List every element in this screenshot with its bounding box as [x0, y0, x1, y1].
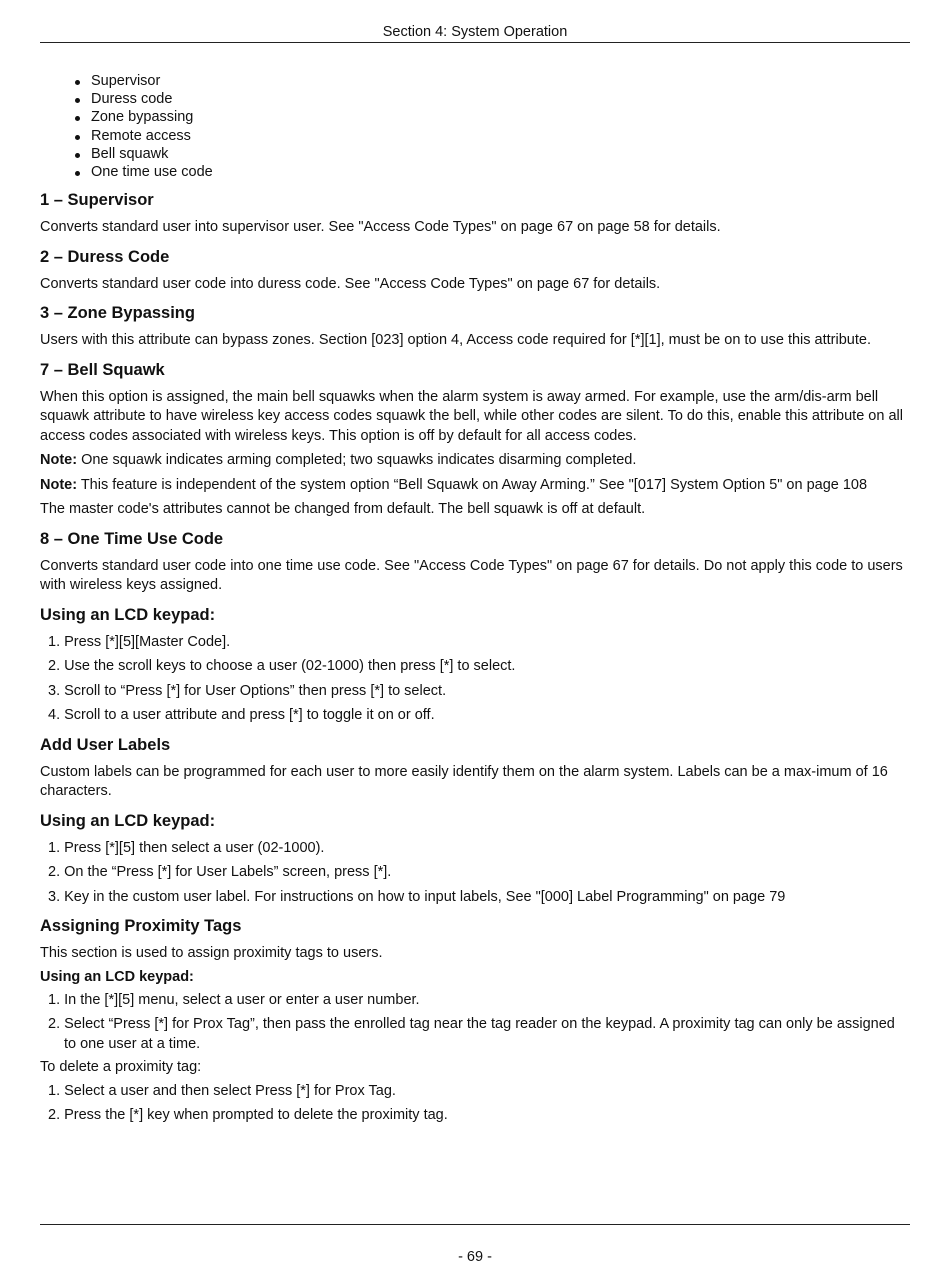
footer-rule	[40, 1224, 910, 1225]
onetime-heading: 8 – One Time Use Code	[40, 529, 224, 548]
attribute-list	[40, 72, 910, 181]
step-item: 1. In the [*][5] menu, select a user or enter a user number.	[48, 991, 420, 1008]
list-item: One time use code	[91, 163, 910, 181]
duress-heading: 2 – Duress Code	[40, 247, 170, 266]
list-item: Supervisor	[91, 72, 910, 90]
note-independent	[40, 476, 910, 496]
supervisor-heading: 1 – Supervisor	[40, 191, 154, 210]
note-text: This feature is independent of the system option “Bell Squawk on Away Arming.” See "[017] System Option 5" on page 108	[77, 476, 868, 493]
list-item: Remote access	[91, 127, 910, 145]
lcd-keypad-heading: Using an LCD keypad:	[40, 811, 216, 830]
page-content	[40, 72, 910, 1126]
lcd-keypad-label: Using an LCD keypad:	[40, 968, 194, 985]
note-text: One squawk indicates arming completed; two squawks indicates disarming completed.	[77, 452, 637, 469]
step-item: 3. Scroll to “Press [*] for User Options” then press [*] to select.	[48, 682, 447, 699]
step-item: 1. Press [*][5][Master Code].	[48, 633, 231, 650]
bypass-heading: 3 – Zone Bypassing	[40, 304, 195, 323]
bell-heading: 7 – Bell Squawk	[40, 360, 165, 379]
supervisor-text: Converts standard user into supervisor user. See "Access Code Types" on page 67 on page 58 for details.	[40, 219, 721, 236]
onetime-text: Converts standard user code into one time use code. See "Access Code Types" on page 67 for details. Do not apply this code to users with wireless keys assigned.	[40, 557, 903, 594]
prox-tags-text: This section is used to assign proximity tags to users.	[40, 945, 383, 962]
bypass-text: Users with this attribute can bypass zones. Section [023] option 4, Access code required for [*][1], must be on to use this attribute.	[40, 332, 871, 349]
master-code-text: The master code's attributes cannot be changed from default. The bell squawk is off at default.	[40, 501, 646, 518]
prox-tags-heading: Assigning Proximity Tags	[40, 917, 242, 936]
header-rule	[40, 42, 910, 43]
user-labels-text: Custom labels can be programmed for each user to more easily identify them on the alarm system. Labels can be a max-imum of 16 characters.	[40, 763, 888, 800]
duress-text: Converts standard user code into duress code. See "Access Code Types" on page 67 for details.	[40, 275, 661, 292]
step-item: 2. Press the [*] key when prompted to delete the proximity tag.	[48, 1107, 448, 1124]
lcd-steps	[40, 633, 910, 726]
delete-steps	[40, 1082, 910, 1126]
list-item: Bell squawk	[91, 145, 910, 163]
lcd-keypad-heading: Using an LCD keypad:	[40, 605, 216, 624]
list-item: Duress code	[91, 90, 910, 108]
page-header: Section 4: System Operation	[382, 24, 568, 40]
step-item: 3. Key in the custom user label. For instructions on how to input labels, See "[000] Label Programming" on page 79	[48, 888, 786, 905]
list-item: Zone bypassing	[91, 108, 910, 126]
user-labels-heading: Add User Labels	[40, 735, 171, 754]
bell-text: When this option is assigned, the main bell squawks when the alarm system is away armed. For example, use the arm/dis-arm bell squawk attribute to have wireless key access codes squawk the bell, while other codes are silent. To do this, enable this attribute on all access codes associated with wireless keys. This option is off by default for all access codes.	[40, 388, 903, 444]
step-item: 1. Press [*][5] then select a user (02-1000).	[48, 839, 325, 856]
note-arming	[40, 451, 910, 471]
step-item: 2. Select “Press [*] for Prox Tag”, then pass the enrolled tag near the tag reader on the keypad. A proximity tag can only be assigned to one user at a time.	[48, 1016, 895, 1052]
step-item: 2. On the “Press [*] for User Labels” screen, press [*].	[48, 864, 392, 881]
note-label: Note:	[40, 476, 78, 493]
prox-steps	[40, 991, 910, 1055]
note-label: Note:	[40, 452, 78, 469]
step-item: 1. Select a user and then select Press [*] for Prox Tag.	[48, 1082, 396, 1099]
page-number: - 69 -	[458, 1249, 492, 1265]
step-item: 4. Scroll to a user attribute and press [*] to toggle it on or off.	[48, 707, 435, 724]
delete-tag-label: To delete a proximity tag:	[40, 1059, 202, 1076]
label-steps	[40, 839, 910, 908]
step-item: 2. Use the scroll keys to choose a user (02-1000) then press [*] to select.	[48, 658, 516, 675]
